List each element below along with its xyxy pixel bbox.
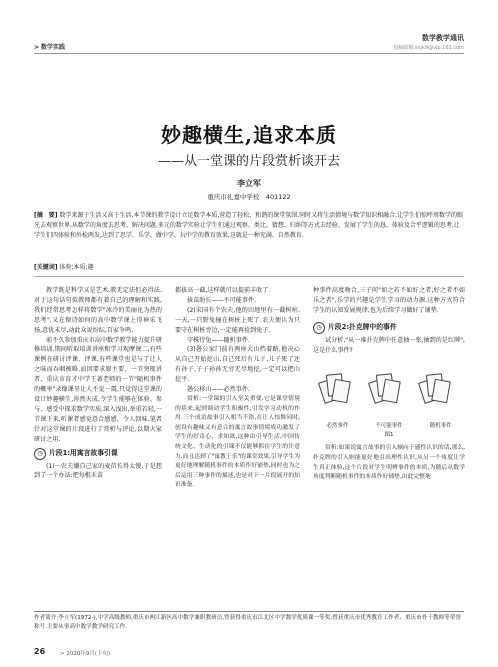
- caption-certain-event: 必然事件: [326, 422, 349, 429]
- clock-icon: ◷: [313, 322, 325, 334]
- author-affiliation: 重庆市礼嘉中学校 401122: [207, 193, 291, 201]
- header-rule: [34, 53, 464, 54]
- paragraph: (2)宋国有个农夫,他的田地里有一截树桩.一天,一只野兔撞在树桩上死了.农夫便认为只要守在树桩旁边,一定能再捡到兔子.: [175, 306, 300, 334]
- body-column-2: [175, 286, 300, 491]
- idiom-line: 拔苗助长——不可能事件.: [187, 296, 256, 304]
- comment-paragraph: 赏析:一堂课的引入至关重要,它是课堂情境的基来,起到调动学生积极性,引发学习动机的作用.三个成语故事引入相当不错,在让人惊舞同时,创设有趣味又有意合的寓言故事情境成功激发了学生的好奇心、求知欲,这种由引导生活,中国传统文化、生动化的引课不仅能够抓住学生的注意力,而且达到了"寓教于乐"的课堂效果,引导学生为更好地理解随机事件的本质作好铺垫,同时也为之后运用三种事件的描述,也是对下一片段展开的知识准备.: [175, 395, 300, 489]
- playing-card-icon: [331, 378, 351, 402]
- keywords: [34, 263, 464, 273]
- magazine-email: 投稿邮箱:sxjk9@vip.163.com: [393, 45, 464, 51]
- paragraph: (3)愚公家门前有两座大山挡着路,他决心从自己开始挖山,自己死后有儿子,儿子死了还有孙子,子子孙孙无穷无尽地挖,一定可以把山挖平.: [175, 346, 300, 384]
- figure-captions: [313, 422, 465, 432]
- abstract: [34, 211, 464, 242]
- keywords-text: 体验;本质;趣: [59, 264, 94, 271]
- page-number: 26: [34, 647, 46, 656]
- comment-paragraph: 赏析:如果说寓言故事的引入倾向于感性认识的话,那么,扑克牌的引入则能更好地引出理性认识,从另一个角度让学生真正体验,这个片段对学生明辨事件的本质,为随后从数学角度判断随机事件的本质作好铺垫,由此完整地: [313, 445, 465, 481]
- paragraph: 前不久参加重庆市高中数学教学能力提升研修培训,期间听取培训讲座和学习观摩课二,有些课例在研讨评课、评课,有些课堂也是与了让人之味而吞咽被略.而因要求原主要、一节突现讲者、重庆市育才中学王著老师的一节"随机事件的概率"录像课呈让人不觉一震,只觉得这堂课的设计妙趣横生,浑然天成,令学生能够在体验、参与、感受中探求数学实质,深入浅出,举重若轻,一节课下来,听课者感觉意合感感、令人回味.笔者针对这堂课的片段进行了赏析与评论,以期大家研讨之用.: [34, 336, 162, 443]
- caption-impossible-event: 不可能事件: [375, 422, 403, 429]
- section-tag-label: 数学实践: [41, 44, 66, 51]
- paragraph: 试分析,"从一堆扑克牌中任意抽一张,抽到的是红牌",这是什么事件?: [313, 336, 465, 354]
- paragraph: 教学既是科学又是艺术,教无定法但必得法.对于这句话句似教师都有着自己的理解和实践,我们经常思考怎样将数学"冰冷的美丽化为热的思考",又在保诗如何的高中数学课上得神采飞扬,意犹未尽,动此众说纷纭,百家争鸣.: [34, 287, 162, 334]
- article-subtitle: ——从一堂课的片段赏析谈开去: [157, 154, 340, 169]
- footer-rule: [34, 611, 464, 612]
- paragraph: 都拔高一截,这样就可以提前丰收了.: [175, 287, 271, 294]
- section-heading-1: [34, 448, 162, 460]
- arrow-icon: >: [34, 44, 40, 51]
- clock-icon: ◷: [34, 448, 46, 460]
- abstract-label: [摘 要]: [34, 212, 58, 219]
- abstract-text: 数学来源于生活又高于生活,本节课的教学设计立足数学本质,营造了轻松、和谐的课堂氛围.同时又将生活情境与数学知识相融合,让学生们惊呼周数学的眼光去观察世界,从数学的角度去思考、解决问题.多元的数学实验让学生们通过观察、类比、猜想、归纳等方式去经验、发展了学生的恳、体验及合乎逻辑的思考,让学生们四体验和外检两发,达到了思学、乐学、做中学、玩中学的教育效果,这就是一种充满、自然教育.: [34, 212, 464, 240]
- keywords-label: [关键词]: [34, 264, 58, 271]
- magazine-header: [393, 33, 464, 51]
- article-title: 妙趣横生,追求本质: [161, 123, 337, 147]
- section-heading-2: [313, 322, 465, 334]
- paragraph: (1)一农夫嫌自己家的麦苗长得太慢,于是想到了一个办法:把每根禾苗: [34, 462, 162, 480]
- section-tag: [34, 42, 65, 51]
- figure-label: 图1: [384, 432, 394, 439]
- author-bio-note: 作者简介:李立军(1972-),中学高级教师,重庆市两江新区高中数学兼职教研员,曾获得重庆市江北区中学数学优质课一等奖;曾获重庆市优秀教育工作者、重庆市骨干教师等荣誉称号.主要从事高中数学教学研究工作.: [34, 615, 461, 630]
- playing-card-icon: [431, 378, 451, 402]
- paragraph: 种事件高度吻合,三子问"如之若不如好之者,好之者不如乐之者",乐学的兴趣是学生学习的动力源.这种方式符合学生的认知发展规律,也为后续学习做好了铺垫.: [313, 287, 465, 314]
- playing-card-icon: [381, 378, 401, 402]
- idiom-line: 愚公移山——必然事件.: [187, 386, 250, 394]
- idiom-line: 守株待兔——随机事件.: [187, 336, 250, 344]
- section-heading-text: 片段1:用寓言故事引课: [49, 448, 118, 457]
- article-author: 李立军: [237, 179, 261, 188]
- playing-cards-figure: [313, 360, 465, 420]
- keywords-rule: [34, 276, 464, 277]
- caption-random-event: 随机事件: [429, 422, 452, 429]
- issue-info: > 2020年9月(下旬): [60, 651, 111, 657]
- body-column-3: [313, 286, 465, 483]
- body-column-1: [34, 286, 162, 481]
- section-heading-text: 片段2:扑克牌中的事件: [328, 322, 397, 331]
- magazine-name: 数学教学通讯: [422, 34, 464, 42]
